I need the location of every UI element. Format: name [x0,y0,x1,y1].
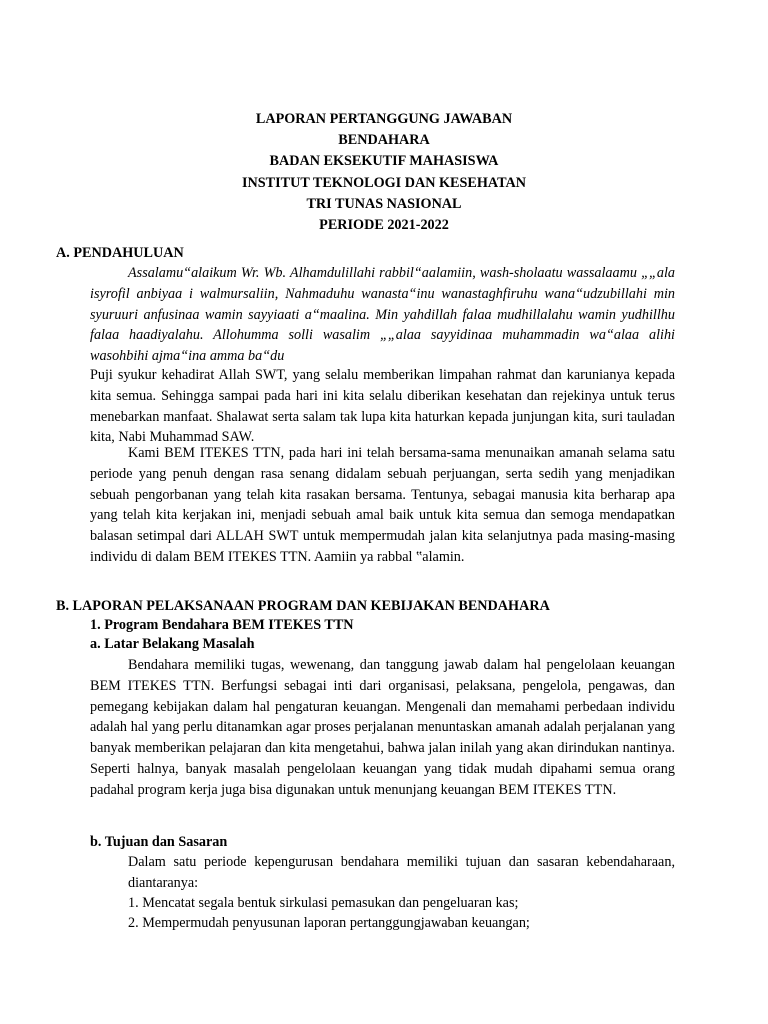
opening-greeting: Assalamu“alaikum Wr. Wb. Alhamdulillahi rabbil“aalamiin, wash-sholaatu wassalaamu „„ala isyrofil anbiyaa i walmursaliin, Nahmaduhu wanasta“inu wanastaghfiruhu wana“udzubillahi min syuruuri anfusinaa wamin sayyiaati a“maalina. Min yahdillah falaa mudhillalahu wamin yudhillhu falaa haadiyalahu. Allohumma solli wasalim „„alaa sayyidinaa muhammadin wa“alaa alihi wasohbihi ajma“ina amma ba“du [90,265,675,365]
subsection-1-heading: 1. Program Bendahara BEM ITEKES TTN [90,617,354,633]
subsection-a-paragraph: Bendahara memiliki tugas, wewenang, dan tanggung jawab dalam hal pengelolaan keuangan BEM ITEKES TTN. Berfungsi sebagai inti dari organisasi, pelaksana, pengelola, pengawas, dan pemegang kebijakan dalam hal pengaturan keuangan. Mengenali dan memahami perbedaan individu adalah hal yang perlu ditanamkan agar proses perjalanan menuntaskan amanah adalah perjalanan yang banyak memberikan pelajaran dan kita mengetahui, bahwa jalan inilah yang akan dirindukan nantinya. Seperti halnya, banyak masalah pengelolaan keuangan yang tidak mudah dipahami semua orang padahal program kerja juga bisa digunakan untuk menunjang keuangan BEM ITEKES TTN. [90,657,675,798]
subsection-b-paragraph: Dalam satu periode kepengurusan bendahara memiliki tujuan dan sasaran kebendaharaan, diantaranya: [128,854,675,891]
list-item: 1. Mencatat segala bentuk sirkulasi pemasukan dan pengeluaran kas; [128,895,519,911]
section-a-heading: A. PENDAHULUAN [56,245,184,261]
title-line: LAPORAN PERTANGGUNG JAWABAN [255,111,513,127]
document-title [0,109,768,236]
section-b-heading: B. LAPORAN PELAKSANAAN PROGRAM DAN KEBIJAKAN BENDAHARA [56,598,550,614]
title-line: PERIODE 2021-2022 [319,217,449,234]
subsection-a-heading: a. Latar Belakang Masalah [90,636,255,652]
title-line: INSTITUT TEKNOLOGI DAN KESEHATAN [242,174,526,191]
title-line: TRI TUNAS NASIONAL [306,195,462,212]
subsection-b-heading: b. Tujuan dan Sasaran [90,834,228,850]
title-line: BADAN EKSEKUTIF MAHASISWA [269,153,499,170]
list-item: 2. Mempermudah penyusunan laporan pertanggungjawaban keuangan; [128,915,530,931]
title-line: BENDAHARA [338,132,430,149]
section-a-paragraph-2: Kami BEM ITEKES TTN, pada hari ini telah bersama-sama menunaikan amanah selama satu periode yang penuh dengan rasa senang didalam sebuah perjuangan, serta sedih yang menjadikan sebuah pengorbanan yang telah kita rasakan bersama. Tentunya, sebagai manusia kita berharap apa yang telah kita kerjakan ini, menjadi sebuah amal baik untuk kita semua dan semoga mendapatkan balasan setimpal dari ALLAH SWT untuk mempermudah jalan kita selanjutnya pada masing-masing individu di dalam BEM ITEKES TTN. Aamiin ya rabbal ‟alamin. [90,445,675,565]
section-a-paragraph-1: Puji syukur kehadirat Allah SWT, yang selalu memberikan limpahan rahmat dan karunianya kepada kita semua. Sehingga sampai pada hari ini kita selalu diberikan kesehatan dan rejekinya untuk terus menebarkan manfaat. Shalawat serta salam tak lupa kita haturkan kepada junjungan kita, suri tauladan kita, Nabi Muhammad SAW. [90,367,675,446]
